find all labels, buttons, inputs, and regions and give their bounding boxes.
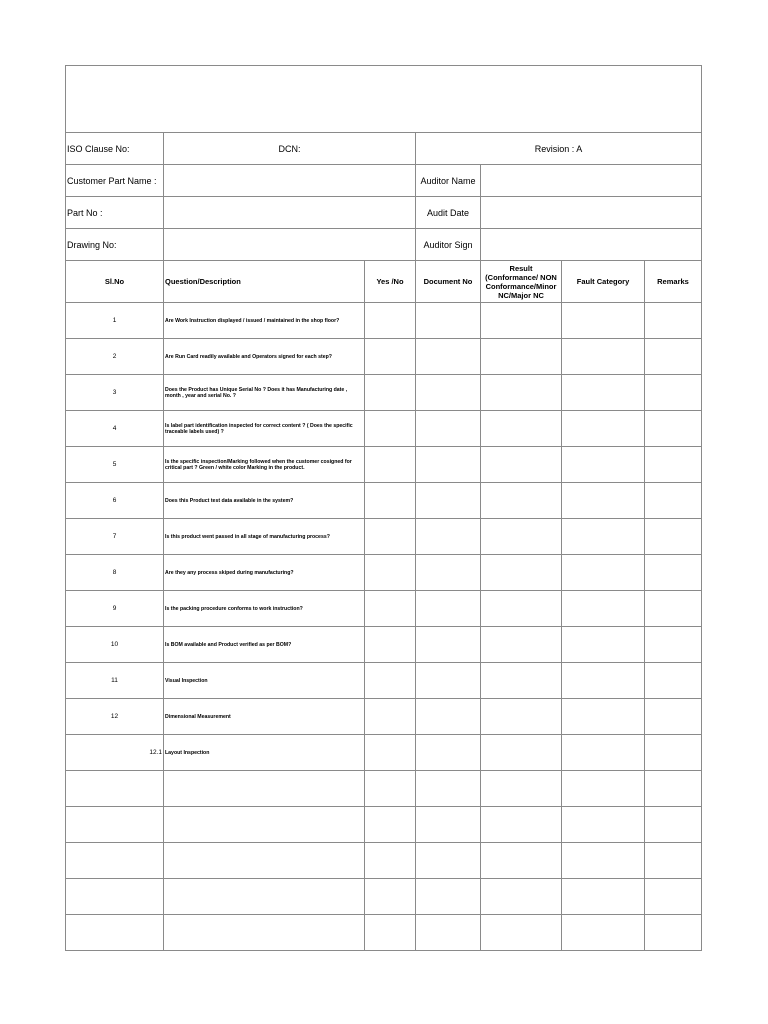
row-number: 5 [112, 461, 117, 468]
row-number: 12 [110, 713, 119, 720]
column-header-sl-no: Sl.No [104, 277, 125, 286]
row-question: Is the packing procedure conforms to work instruction? [165, 605, 303, 612]
row-number: 9 [112, 605, 117, 612]
row-question: Are Work Instruction displayed / issued / maintained in the shop floor? [165, 317, 340, 324]
column-header-question: Question/Description [165, 277, 241, 286]
grid-line [364, 260, 365, 950]
row-number: 8 [112, 569, 117, 576]
grid-line [66, 842, 701, 843]
row-question: Are Run Card readily available and Operators signed for each step? [165, 353, 332, 360]
row-number: 6 [112, 497, 117, 504]
column-header-fault-category: Fault Category [576, 277, 630, 286]
row-question: Is label part identification inspected for correct content ? ( Does the specific traceable labels used) ? [165, 422, 353, 435]
row-question: Is BOM available and Product verified as per BOM? [165, 641, 292, 648]
row-number: 12.1 [149, 749, 162, 756]
row-number: 11 [111, 677, 118, 684]
customer-part-name-label: Customer Part Name : [67, 175, 157, 186]
row-question: Does this Product test data available in the system? [165, 497, 294, 504]
row-question: Layout Inspection [165, 749, 210, 756]
iso-clause-label: ISO Clause No: [67, 143, 130, 154]
dcn-label: DCN: [278, 143, 301, 154]
row-number: 2 [112, 353, 117, 360]
grid-line [66, 806, 701, 807]
row-question: Is this product went passed in all stage of manufacturing process? [165, 533, 330, 540]
audit-date-label: Audit Date [426, 207, 470, 218]
row-number: 7 [112, 533, 117, 540]
grid-line [66, 770, 701, 771]
auditor-sign-label: Auditor Sign [423, 239, 473, 250]
grid-line [66, 914, 701, 915]
drawing-no-label: Drawing No: [67, 239, 117, 250]
grid-line [480, 164, 481, 260]
row-number: 1 [112, 317, 117, 324]
grid-line [561, 260, 562, 950]
part-no-label: Part No : [67, 207, 103, 218]
row-number: 10 [110, 641, 119, 648]
column-header-document-no: Document No [423, 277, 473, 286]
row-number: 4 [112, 425, 117, 432]
grid-line [480, 260, 481, 950]
row-question: Visual Inspection [165, 677, 208, 684]
row-question: Dimensional Measurement [165, 713, 231, 720]
column-header-result: Result (Conformance/ NON Conformance/Minor NC/Major NC [485, 263, 557, 300]
grid-line [644, 260, 645, 950]
column-header-yes-no: Yes /No [376, 277, 404, 286]
audit-checklist-sheet [65, 65, 702, 951]
row-number: 3 [112, 389, 117, 396]
revision-label: Revision : A [534, 143, 583, 154]
row-question: Does the Product has Unique Serial No ? Does it has Manufacturing date , month , year and serial No. ? [165, 386, 348, 399]
row-question: Is the specific inspection/Marking followed when the customer cosigned for critical part ? Green / white color Marking in the product. [165, 458, 352, 471]
grid-line [415, 260, 416, 950]
auditor-name-label: Auditor Name [420, 175, 476, 186]
grid-line [66, 878, 701, 879]
column-header-remarks: Remarks [657, 277, 689, 286]
row-question: Are they any process skiped during manufacturing? [165, 569, 294, 576]
